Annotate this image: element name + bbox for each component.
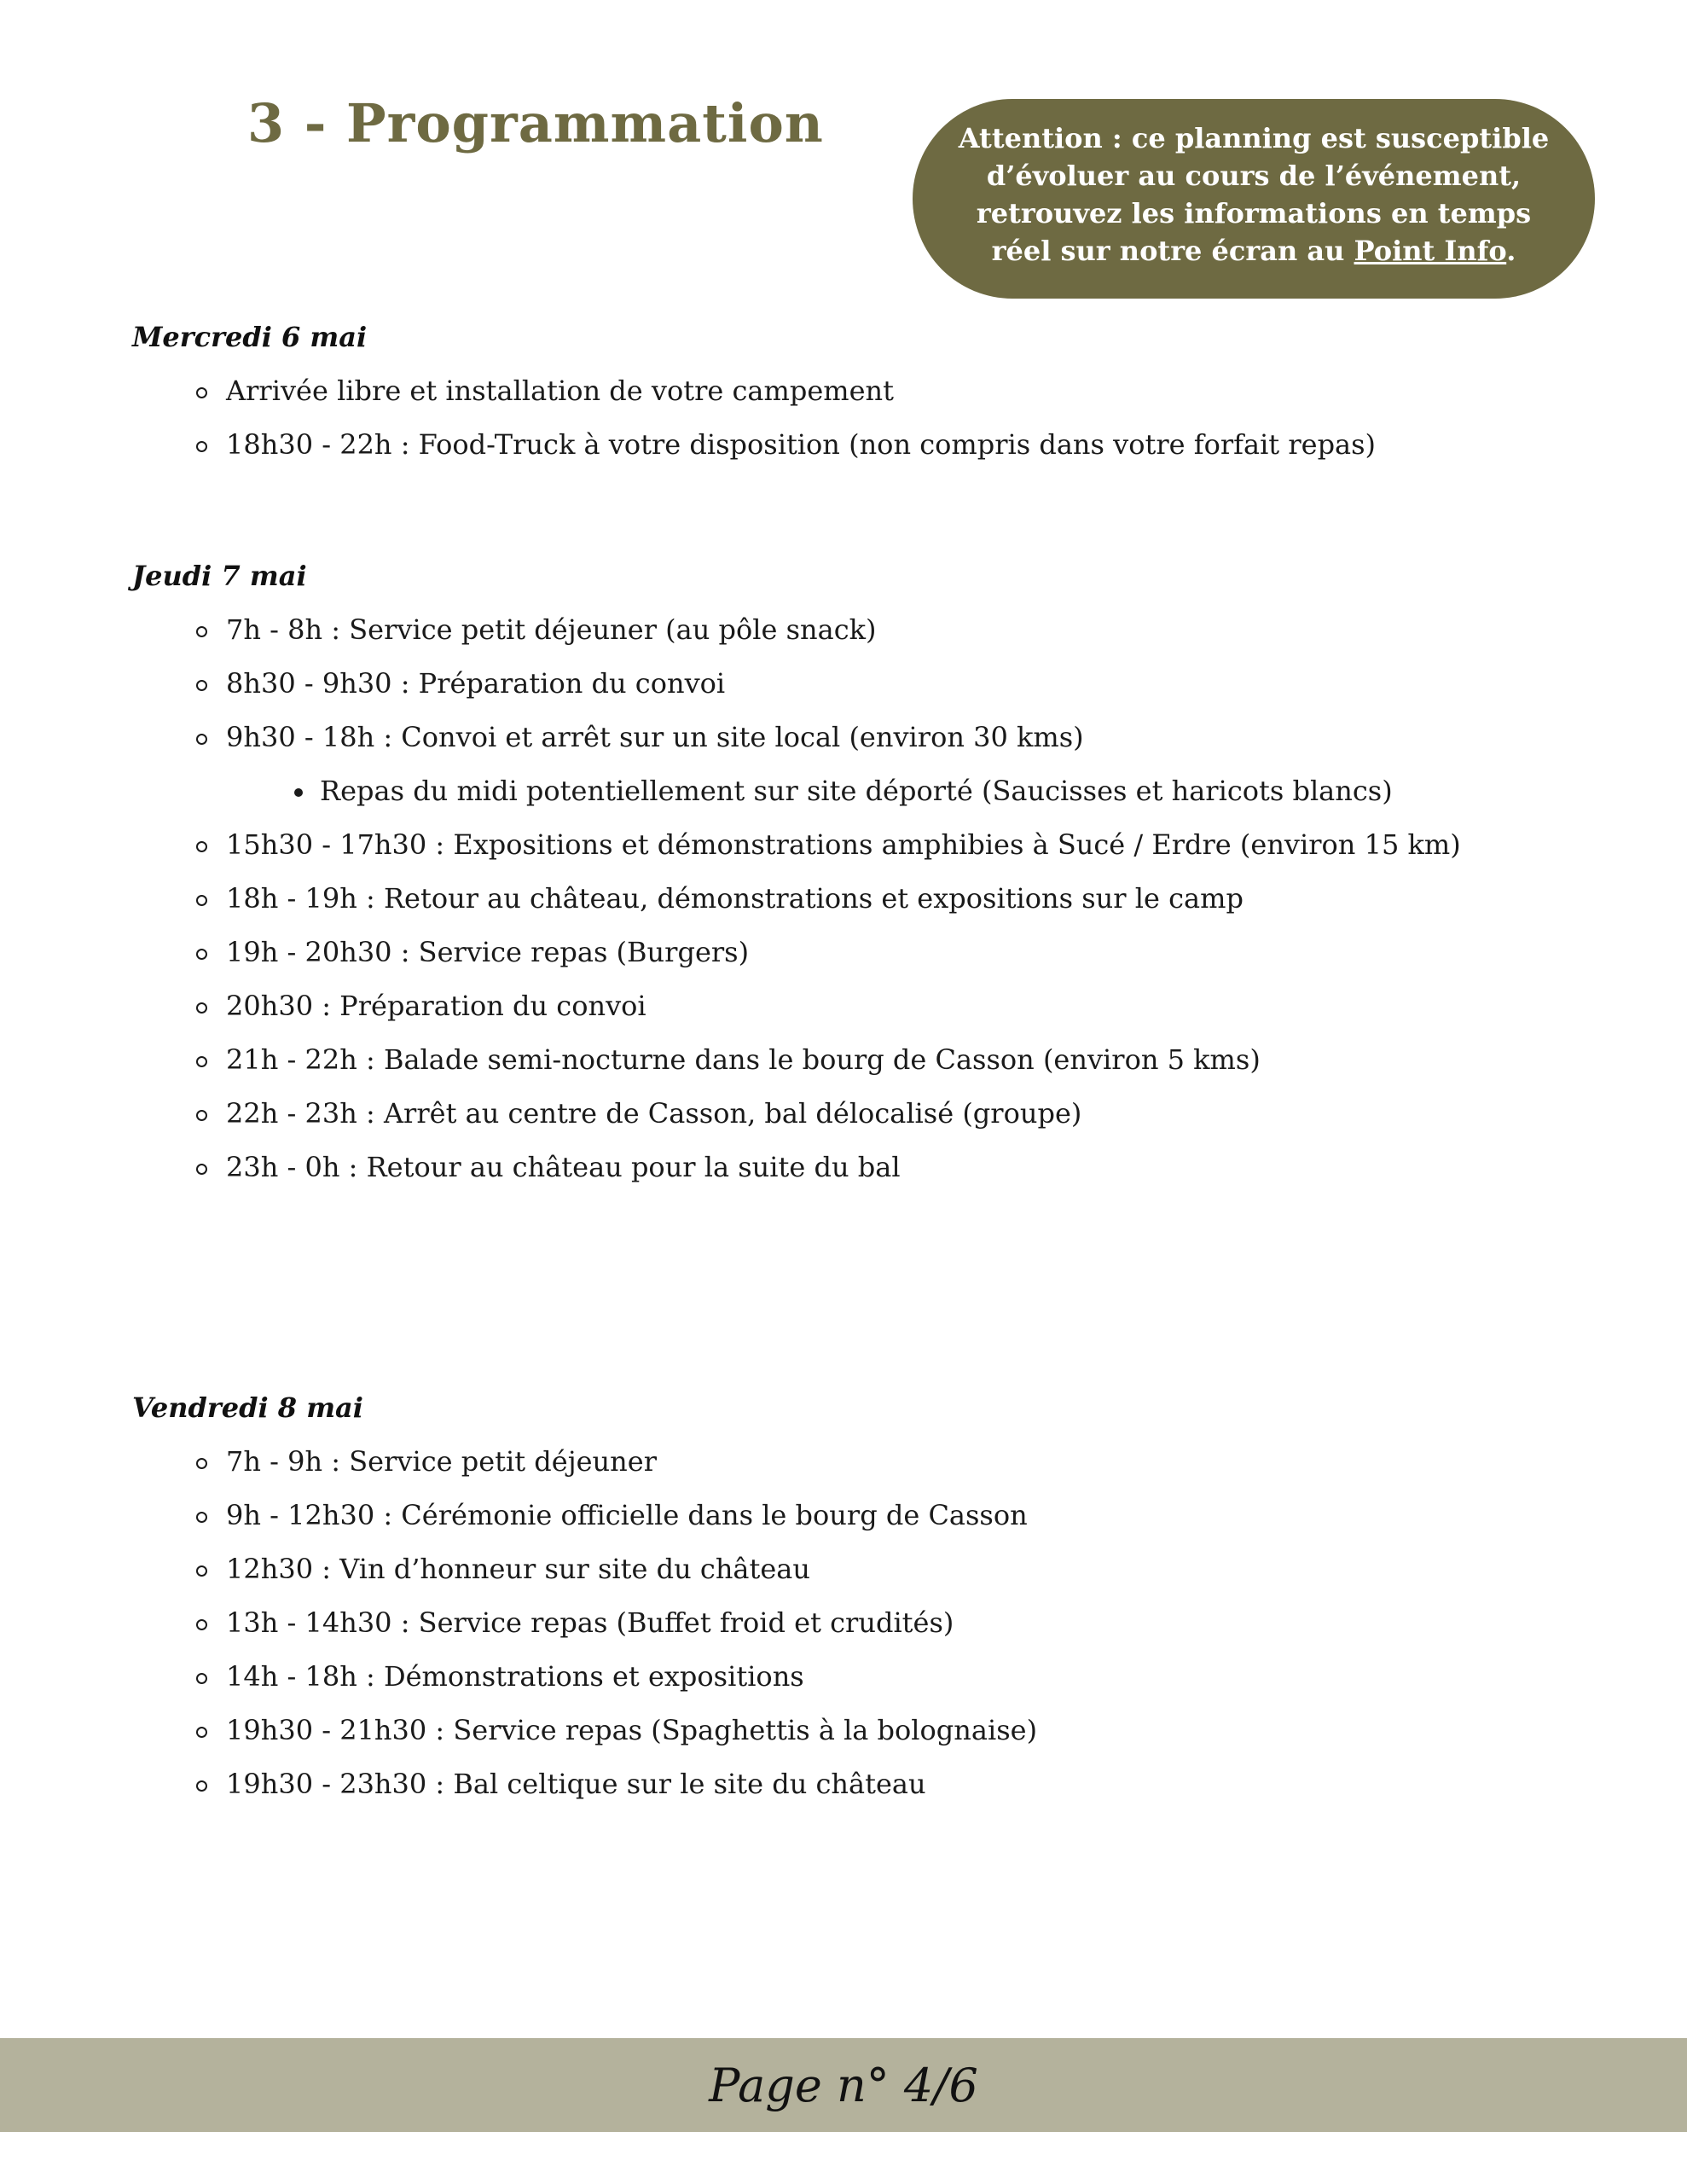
page-number: Page n° 4/6 (709, 2058, 978, 2112)
schedule-item: 13h - 14h30 : Service repas (Buffet froid et crudités) (132, 1606, 1037, 1640)
schedule-subitem: Repas du midi potentiellement sur site déporté (Saucisses et haricots blancs) (132, 774, 1461, 808)
schedule-item: 14h - 18h : Démonstrations et expositions (132, 1659, 1037, 1693)
footer-band (0, 2038, 1687, 2132)
schedule-item: 7h - 9h : Service petit déjeuner (132, 1444, 1037, 1478)
schedule-item: 19h30 - 21h30 : Service repas (Spaghettis à la bolognaise) (132, 1713, 1037, 1747)
day-section-friday (132, 1391, 1037, 1801)
day-title: Jeudi 7 mai (132, 560, 307, 592)
notice-banner (913, 99, 1595, 299)
schedule-item: 21h - 22h : Balade semi-nocturne dans le bourg de Casson (environ 5 kms) (132, 1043, 1461, 1077)
schedule-item: 18h - 19h : Retour au château, démonstrations et expositions sur le camp (132, 881, 1461, 915)
notice-text-end: . (1506, 235, 1516, 267)
schedule-item: 12h30 : Vin d’honneur sur site du château (132, 1552, 1037, 1586)
schedule-item: 8h30 - 9h30 : Préparation du convoi (132, 666, 1461, 700)
schedule-item: 15h30 - 17h30 : Expositions et démonstrations amphibies à Sucé / Erdre (environ 15 km) (132, 828, 1461, 862)
schedule-list (132, 374, 1376, 462)
schedule-item: 7h - 8h : Service petit déjeuner (au pôle snack) (132, 613, 1461, 647)
day-section-wednesday (132, 320, 1376, 462)
schedule-item: 18h30 - 22h : Food-Truck à votre disposition (non compris dans votre forfait repas) (132, 427, 1376, 462)
schedule-item: 22h - 23h : Arrêt au centre de Casson, bal délocalisé (groupe) (132, 1096, 1461, 1130)
schedule-item: 9h - 12h30 : Cérémonie officielle dans le bourg de Casson (132, 1498, 1037, 1532)
schedule-item: 9h30 - 18h : Convoi et arrêt sur un site local (environ 30 kms) (132, 720, 1461, 754)
day-section-thursday (132, 559, 1461, 1184)
day-title: Mercredi 6 mai (132, 321, 368, 353)
schedule-item: Arrivée libre et installation de votre campement (132, 374, 1376, 408)
schedule-item: 23h - 0h : Retour au château pour la suite du bal (132, 1150, 1461, 1184)
page-title: 3 - Programmation (247, 92, 824, 154)
point-info-link[interactable]: Point Info (1354, 235, 1507, 267)
schedule-item: 19h - 20h30 : Service repas (Burgers) (132, 935, 1461, 969)
schedule-list (132, 613, 1461, 1184)
day-title: Vendredi 8 mai (132, 1391, 363, 1424)
notice-text: Attention : ce planning est susceptible d’évoluer au cours de l’événement, retrouvez les informations en temps réel sur notre écran au (958, 122, 1550, 267)
schedule-item: 19h30 - 23h30 : Bal celtique sur le site du château (132, 1767, 1037, 1801)
schedule-item: 20h30 : Préparation du convoi (132, 989, 1461, 1023)
schedule-list (132, 1444, 1037, 1801)
